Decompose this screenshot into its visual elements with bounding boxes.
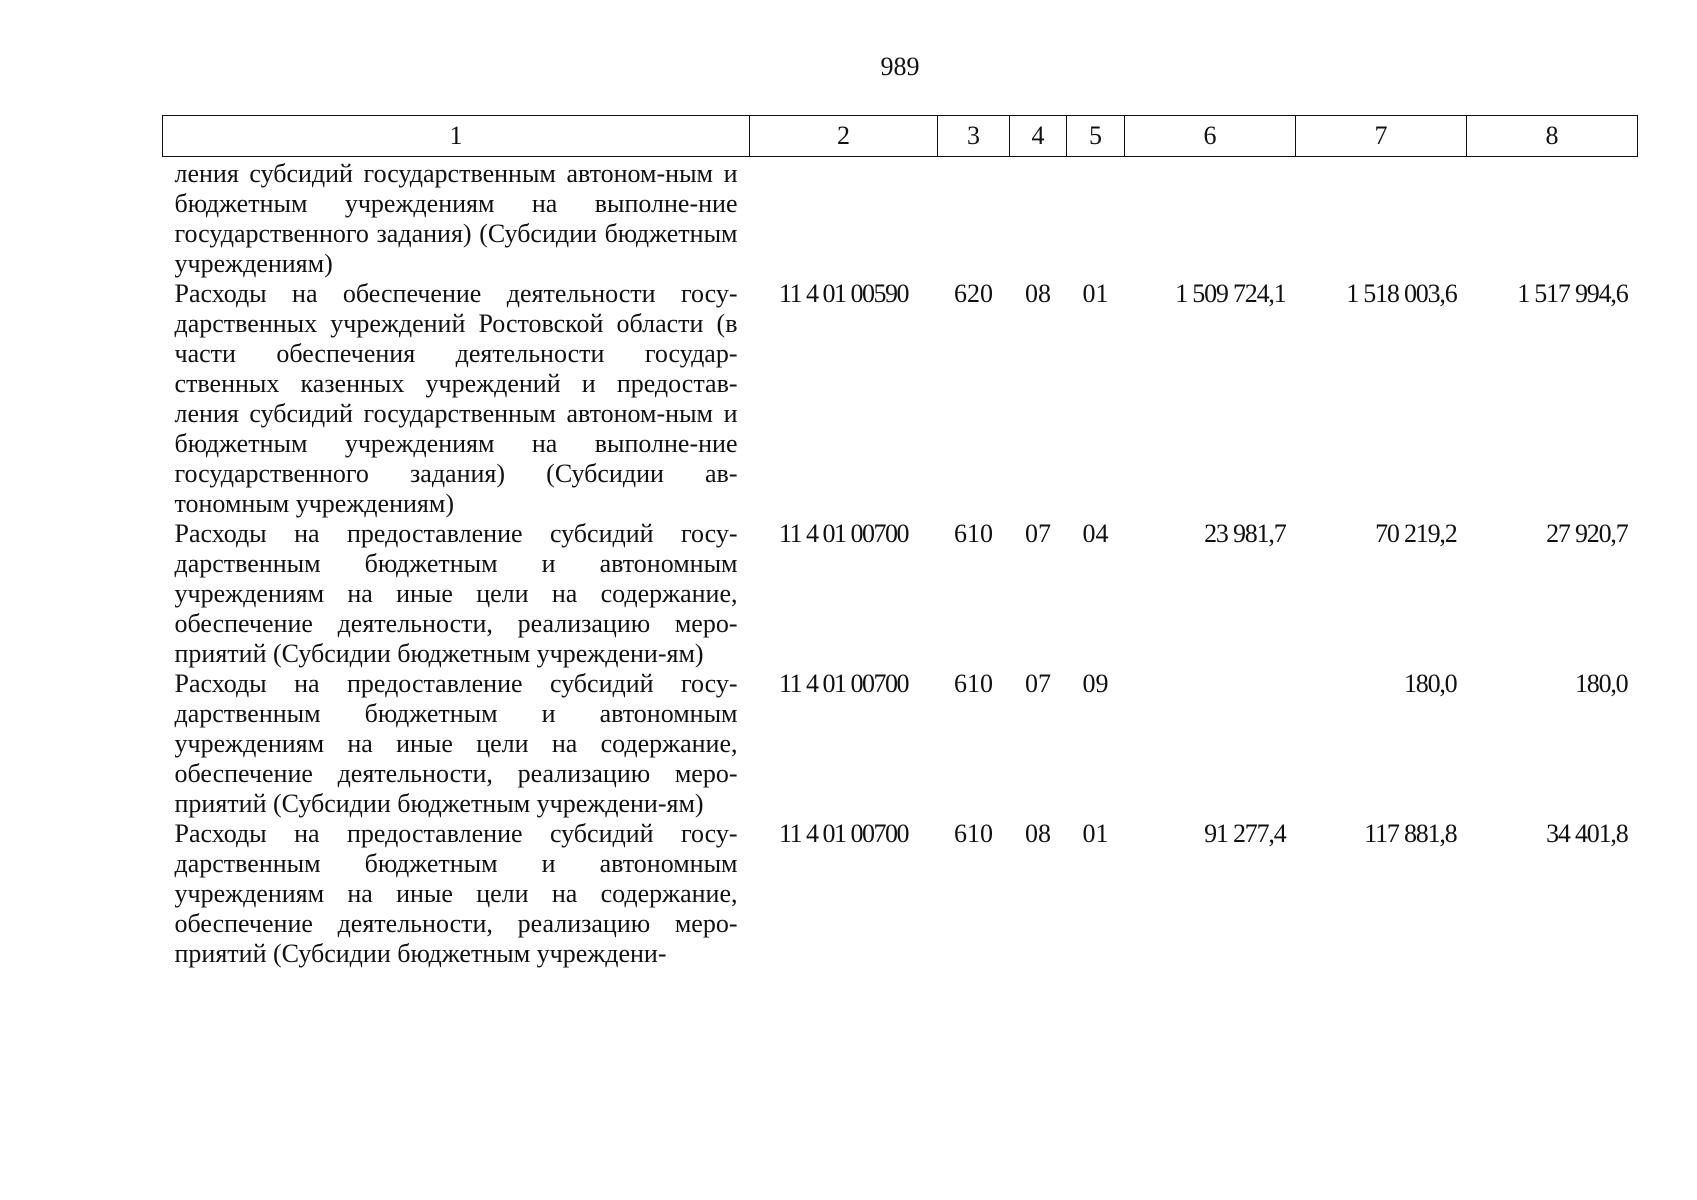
row-value-col7: 117 881,8 xyxy=(1364,819,1457,848)
row-expense-type: 610 xyxy=(954,519,993,548)
row-target-code: 11 4 01 00700 xyxy=(778,819,909,848)
row-value-col7: 70 219,2 xyxy=(1375,519,1457,548)
budget-table xyxy=(162,115,1638,969)
budget-table-container xyxy=(162,115,1638,969)
row-value-col7: 180,0 xyxy=(1403,669,1457,698)
row-expense-type: 610 xyxy=(954,819,993,848)
row-value-col7 xyxy=(1296,157,1467,280)
row-section: 07 xyxy=(1025,519,1051,548)
header-col-2: 2 xyxy=(750,116,938,157)
row-value-col8: 1 517 994,6 xyxy=(1517,279,1628,308)
row-value-col6: 1 509 724,1 xyxy=(1175,279,1286,308)
row-description: Расходы на предоставление субсидий госу-дарственным бюджетным и автономным учреждениям на иные цели на содержание, обеспечение деятельности, реализацию меро-приятий (Субсидии бюджетным учреждени-ям) xyxy=(174,519,738,668)
row-description: Расходы на обеспечение деятельности госу-дарственных учреждений Ростовской области (в части обеспечения деятельности государ-ственных казенных учреждений и предостав-ления субсидий государственным автоном-ным и бюджетным учреждениям на выполне-ние государственного задания) (Субсидии ав-тономным учреждениям) xyxy=(174,279,738,518)
row-value-col6: 23 981,7 xyxy=(1204,519,1286,548)
row-subsection xyxy=(1067,157,1125,280)
row-value-col6 xyxy=(1125,669,1296,819)
table-body xyxy=(163,157,1638,970)
row-value-col8: 34 401,8 xyxy=(1546,819,1628,848)
row-section: 07 xyxy=(1025,669,1051,698)
header-col-5: 5 xyxy=(1067,116,1125,157)
header-row xyxy=(163,116,1638,157)
row-section: 08 xyxy=(1025,819,1051,848)
row-target-code: 11 4 01 00700 xyxy=(778,519,909,548)
row-target-code: 11 4 01 00590 xyxy=(778,279,909,308)
row-section xyxy=(1010,157,1067,280)
row-subsection: 01 xyxy=(1082,819,1109,848)
header-col-1: 1 xyxy=(163,116,750,157)
header-col-4: 4 xyxy=(1010,116,1067,157)
table-row xyxy=(163,819,1638,969)
row-value-col6: 91 277,4 xyxy=(1204,819,1286,848)
table-header xyxy=(163,116,1638,157)
row-value-col6 xyxy=(1125,157,1296,280)
row-value-col8 xyxy=(1467,157,1638,280)
row-description: ления субсидий государственным автоном-ным и бюджетным учреждениям на выполне-ние государственного задания) (Субсидии бюджетным учреждениям) xyxy=(174,159,738,278)
table-row xyxy=(163,669,1638,819)
table-row xyxy=(163,279,1638,519)
row-value-col8: 180,0 xyxy=(1574,669,1628,698)
row-section: 08 xyxy=(1025,279,1051,308)
row-subsection: 04 xyxy=(1082,519,1109,548)
row-description: Расходы на предоставление субсидий госу-дарственным бюджетным и автономным учреждениям на иные цели на содержание, обеспечение деятельности, реализацию меро-приятий (Субсидии бюджетным учреждени- xyxy=(174,819,738,968)
page-number: 989 xyxy=(880,52,920,81)
header-col-3: 3 xyxy=(938,116,1010,157)
header-col-7: 7 xyxy=(1296,116,1467,157)
row-expense-type: 620 xyxy=(954,279,993,308)
row-value-col8: 27 920,7 xyxy=(1546,519,1628,548)
row-description: Расходы на предоставление субсидий госу-дарственным бюджетным и автономным учреждениям на иные цели на содержание, обеспечение деятельности, реализацию меро-приятий (Субсидии бюджетным учреждени-ям) xyxy=(174,669,738,818)
row-subsection: 01 xyxy=(1082,279,1109,308)
table-row xyxy=(163,519,1638,669)
row-subsection: 09 xyxy=(1082,669,1109,698)
row-target-code xyxy=(750,157,938,280)
row-target-code: 11 4 01 00700 xyxy=(778,669,909,698)
row-value-col7: 1 518 003,6 xyxy=(1346,279,1457,308)
header-col-6: 6 xyxy=(1125,116,1296,157)
row-expense-type xyxy=(938,157,1010,280)
row-expense-type: 610 xyxy=(954,669,993,698)
table-row xyxy=(163,157,1638,280)
header-col-8: 8 xyxy=(1467,116,1638,157)
